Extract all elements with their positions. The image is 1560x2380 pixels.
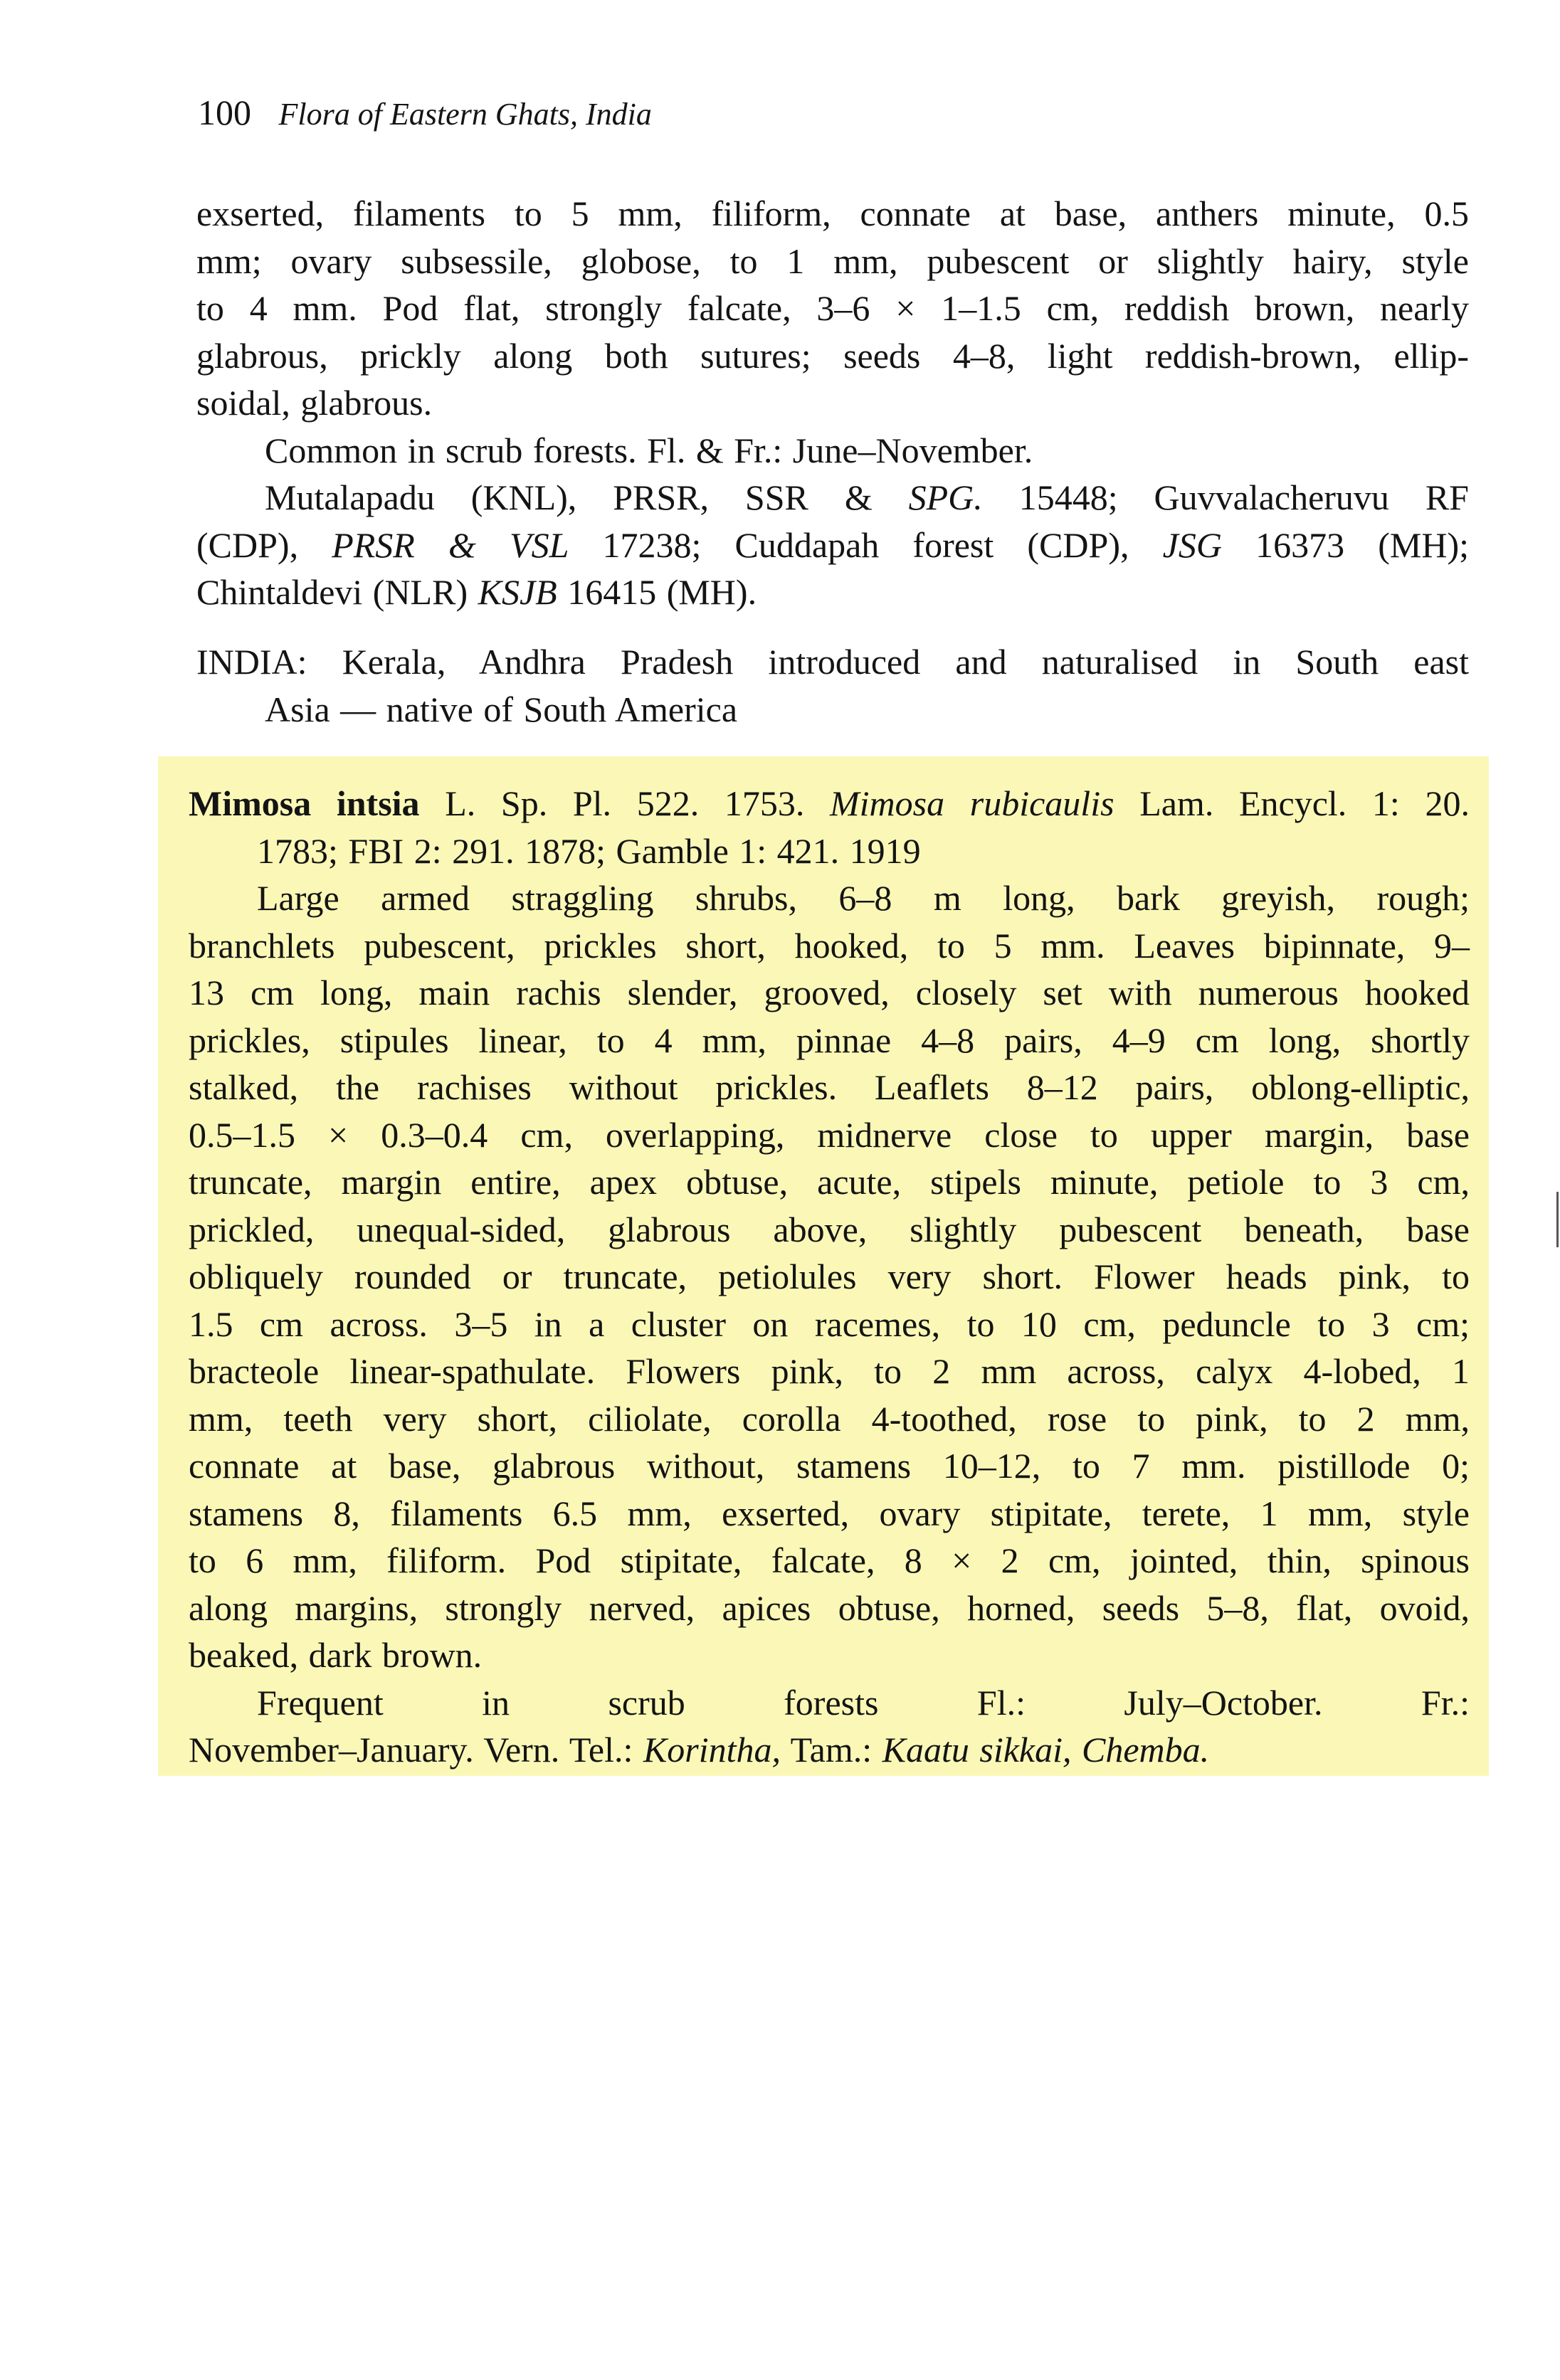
text-line: obliquely rounded or truncate, petiolules very short. Flower heads pink, to bbox=[189, 1257, 1470, 1296]
species-entry bbox=[189, 780, 1470, 1774]
habitat-line: Frequent in scrub forests Fl.: July–October. Fr.: bbox=[257, 1682, 1470, 1723]
text-line: stamens 8, filaments 6.5 mm, exserted, ovary stipitate, terete, 1 mm, style bbox=[189, 1493, 1470, 1533]
margin-mark bbox=[1556, 1192, 1559, 1247]
text-line: exserted, filaments to 5 mm, filiform, connate at base, anthers minute, 0.5 bbox=[196, 194, 1469, 233]
running-title: Flora of Eastern Ghats, India bbox=[278, 97, 652, 132]
text-line: truncate, margin entire, apex obtuse, acute, stipels minute, petiole to 3 cm, bbox=[189, 1162, 1470, 1202]
species-name: Mimosa intsia bbox=[189, 783, 420, 823]
text-line: bracteole linear-spathulate. Flowers pink, to 2 mm across, calyx 4-lobed, 1 bbox=[189, 1351, 1470, 1391]
text-line: 1.5 cm across. 3–5 in a cluster on racemes, to 10 cm, peduncle to 3 cm; bbox=[189, 1303, 1470, 1344]
text-line: along margins, strongly nerved, apices obtuse, horned, seeds 5–8, flat, ovoid, bbox=[189, 1587, 1470, 1628]
distribution-line: Asia — native of South America bbox=[265, 689, 738, 729]
distribution-line: INDIA: Kerala, Andhra Pradesh introduced and naturalised in South east bbox=[196, 642, 1469, 682]
page-number: 100 bbox=[198, 92, 251, 132]
text-line: stalked, the rachises without prickles. Leaflets 8–12 pairs, oblong-elliptic, bbox=[189, 1067, 1470, 1107]
text-line: branchlets pubescent, prickles short, hooked, to 5 mm. Leaves bipinnate, 9– bbox=[189, 925, 1470, 966]
text-line: prickled, unequal-sided, glabrous above, slightly pubescent beneath, base bbox=[189, 1209, 1470, 1249]
specimen-line: (CDP), PRSR & VSL 17238; Cuddapah forest (CDP), JSG 16373 (MH); bbox=[196, 524, 1469, 565]
text-line: glabrous, prickly along both sutures; seeds 4–8, light reddish-brown, ellip- bbox=[196, 335, 1469, 376]
text-line: Large armed straggling shrubs, 6–8 m long, bark greyish, rough; bbox=[257, 878, 1470, 918]
text-line: 13 cm long, main rachis slender, grooved, closely set with numerous hooked bbox=[189, 973, 1470, 1012]
species-citation: Mimosa intsia L. Sp. Pl. 522. 1753. Mimosa rubicaulis Lam. Encycl. 1: 20. bbox=[189, 783, 1470, 823]
specimen-line: Mutalapadu (KNL), PRSR, SSR & SPG. 15448; Guvvalacheruvu RF bbox=[265, 477, 1469, 517]
synonym-name: Mimosa rubicaulis bbox=[830, 783, 1114, 823]
specimen-line: Chintaldevi (NLR) KSJB 16415 (MH). bbox=[196, 572, 757, 612]
page-header bbox=[198, 91, 652, 136]
text-line: connate at base, glabrous without, stamens 10–12, to 7 mm. pistillode 0; bbox=[189, 1446, 1470, 1486]
distribution bbox=[196, 638, 1469, 733]
text-line: to 4 mm. Pod flat, strongly falcate, 3–6 × 1–1.5 cm, reddish brown, nearly bbox=[196, 288, 1469, 328]
text-line: soidal, glabrous. bbox=[196, 383, 433, 423]
previous-entry-description bbox=[196, 190, 1469, 616]
habitat-line: Common in scrub forests. Fl. & Fr.: June–November. bbox=[265, 430, 1033, 470]
text-line: mm; ovary subsessile, globose, to 1 mm, pubescent or slightly hairy, style bbox=[196, 240, 1469, 281]
text-line: 0.5–1.5 × 0.3–0.4 cm, overlapping, midnerve close to upper margin, base bbox=[189, 1114, 1470, 1155]
text-line: prickles, stipules linear, to 4 mm, pinnae 4–8 pairs, 4–9 cm long, shortly bbox=[189, 1020, 1470, 1060]
text-line: beaked, dark brown. bbox=[189, 1635, 483, 1675]
vernacular-line: November–January. Vern. Tel.: Korintha, Tam.: Kaatu sikkai, Chemba. bbox=[189, 1730, 1210, 1770]
text-line: mm, teeth very short, ciliolate, corolla 4-toothed, rose to pink, to 2 mm, bbox=[189, 1398, 1470, 1439]
text-line: to 6 mm, filiform. Pod stipitate, falcate, 8 × 2 cm, jointed, thin, spinous bbox=[189, 1540, 1470, 1580]
species-citation-line2: 1783; FBI 2: 291. 1878; Gamble 1: 421. 1919 bbox=[257, 830, 921, 871]
